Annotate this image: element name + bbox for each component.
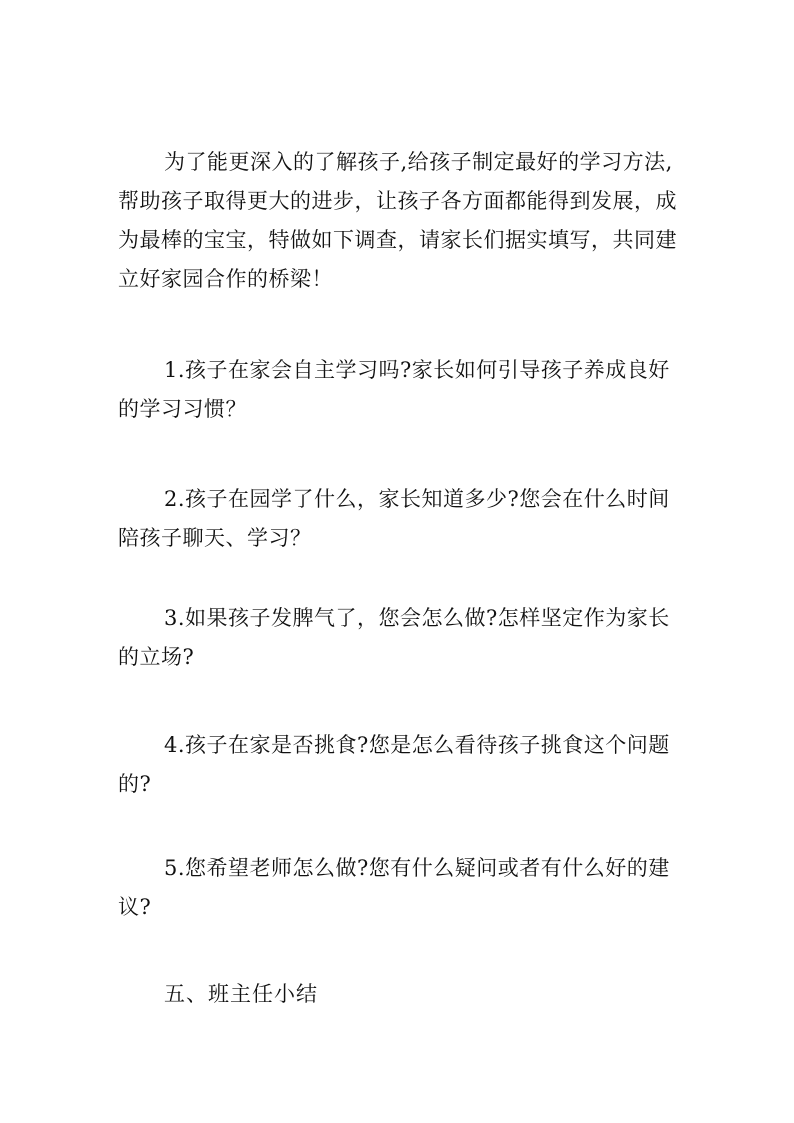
intro-line: 立好家园合作的桥梁！ (118, 267, 333, 291)
question-line: 4.孩子在家是否挑食?您是怎么看待孩子挑食这个问题 (164, 733, 670, 757)
intro-line: 为最棒的宝宝，特做如下调查，请家长们据实填写，共同建 (118, 228, 677, 252)
question-line: 2.孩子在园学了什么，家长知道多少?您会在什么时间 (164, 487, 670, 511)
question-line: 的? (118, 772, 152, 796)
question-line: 陪孩子聊天、学习？ (118, 526, 312, 550)
question-4 (118, 726, 678, 804)
intro-line: 帮助孩子取得更大的进步，让孩子各方面都能得到发展，成 (118, 189, 677, 213)
question-line: 议? (118, 895, 152, 919)
question-5 (118, 849, 678, 927)
question-line: 5.您希望老师怎么做?您有什么疑问或者有什么好的建 (164, 856, 670, 880)
question-line: 的立场? (118, 645, 195, 669)
question-1 (118, 351, 678, 429)
intro-line: 为了能更深入的了解孩子,给孩子制定最好的学习方法, (164, 150, 673, 174)
intro-paragraph (118, 143, 678, 299)
question-line: 的学习习惯？ (118, 397, 247, 421)
question-line: 3.如果孩子发脾气了，您会怎么做?怎样坚定作为家长 (164, 606, 670, 630)
question-2 (118, 480, 678, 558)
question-3 (118, 599, 678, 677)
section-heading: 五、班主任小结 (164, 982, 318, 1006)
question-line: 1.孩子在家会自主学习吗?家长如何引导孩子养成良好 (164, 358, 670, 382)
